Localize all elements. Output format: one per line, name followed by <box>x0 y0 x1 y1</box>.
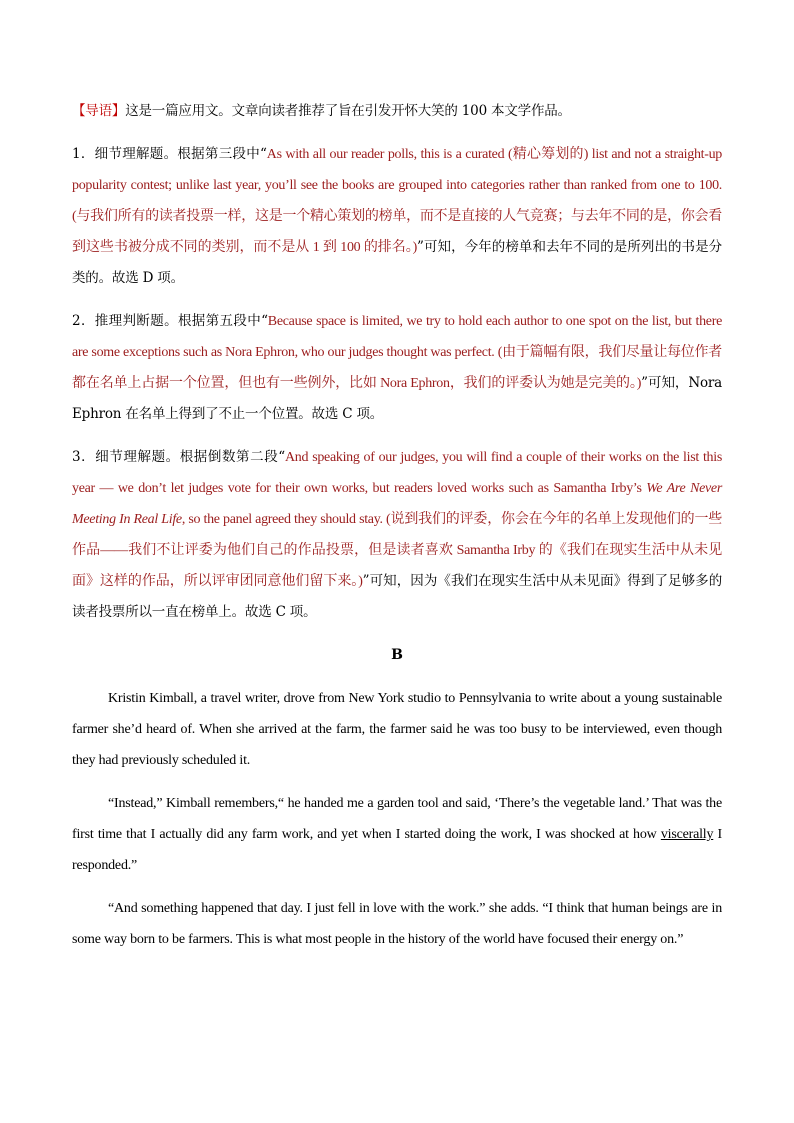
document-page <box>72 96 722 967</box>
intro-paragraph <box>72 96 722 127</box>
answer-2-prefix: 2．推理判断题。根据第五段中“ <box>72 313 268 329</box>
answer-2-quote: Because space is limited, we try to hold each author to one spot on the list, but there are some exceptions such as Nora Ephron, who our judges thought was perfect. (由于篇幅有限，我们尽量让每位作者都在名单上占据一个位置，但也有一些例外，比如 Nora Ephron，我们的评委认为她是完美的。) <box>72 314 722 391</box>
answer-3 <box>72 442 722 628</box>
answer-3-prefix: 3．细节理解题。根据倒数第二段“ <box>72 449 285 465</box>
passage-b-p2-text-b: I responded.” <box>72 827 723 873</box>
passage-b-paragraph-3: “And something happened that day. I just fell in love with the work.” she adds. “I think that human beings are in some way born to be farmers. This is what most people in the history of the world have focused their energy on.” <box>72 901 722 947</box>
answer-1 <box>72 139 722 294</box>
answer-1-quote: As with all our reader polls, this is a curated (精心筹划的) list and not a straight-up popularity contest; unlike last year, you’ll see the books are grouped into categories rather than ranked from one to 100. (与我们所有的读者投票一样，这是一个精心策划的榜单，而不是直接的人气竞赛；与去年不同的是，你会看到这些书被分成不同的类别，而不是从 1 到 100 的排名。) <box>72 147 722 255</box>
underlined-word: viscerally <box>660 827 714 842</box>
answer-2 <box>72 306 722 430</box>
answer-1-prefix: 1．细节理解题。根据第三段中“ <box>72 146 267 162</box>
answer-3-quote-part-a: And speaking of our judges, you will find a couple of their works on the list this year — we don’t let judges vote for their own works, but readers loved works such as Samantha Irby’s <box>72 450 722 496</box>
answer-1-suffix: ”可知，今年的榜单和去年不同的是所列出的书是分类的。故选 D 项。 <box>72 239 722 286</box>
passage-b-paragraph-2 <box>72 788 722 881</box>
answer-2-suffix: ”可知，Nora Ephron 在名单上得到了不止一个位置。故选 C 项。 <box>72 375 722 422</box>
answer-3-book-title: We Are Never Meeting In Real Life <box>72 481 722 527</box>
passage-b-p2-text-a: “Instead,” Kimball remembers,“ he handed me a garden tool and said, ‘There’s the vegetable land.’ That was the first time that I actually did any farm work, and yet when I started doing the work, I was shocked at how <box>72 796 722 842</box>
answer-3-suffix: ”可知，因为《我们在现实生活中从未见面》得到了足够多的读者投票所以一直在榜单上。故选 C 项。 <box>72 573 722 620</box>
intro-tag: 【导语】 <box>72 103 126 119</box>
intro-text: 这是一篇应用文。文章向读者推荐了旨在引发开怀大笑的 100 本文学作品。 <box>125 103 571 119</box>
answer-3-quote-part-b: , so the panel agreed they should stay. (说到我们的评委，你会在今年的名单上发现他们的一些作品——我们不让评委为他们自己的作品投票，但是读者喜欢 Samantha Irby 的《我们在现实生活中从未见面》这样的作品，所以评审团同意他们留下来。) <box>72 512 723 589</box>
passage-b-paragraph-1: Kristin Kimball, a travel writer, drove from New York studio to Pennsylvania to write about a young sustainable farmer she’d heard of. When she arrived at the farm, the farmer said he was too busy to be interviewed, even though they had previously scheduled it. <box>72 691 722 768</box>
section-b-heading: B <box>391 647 403 663</box>
